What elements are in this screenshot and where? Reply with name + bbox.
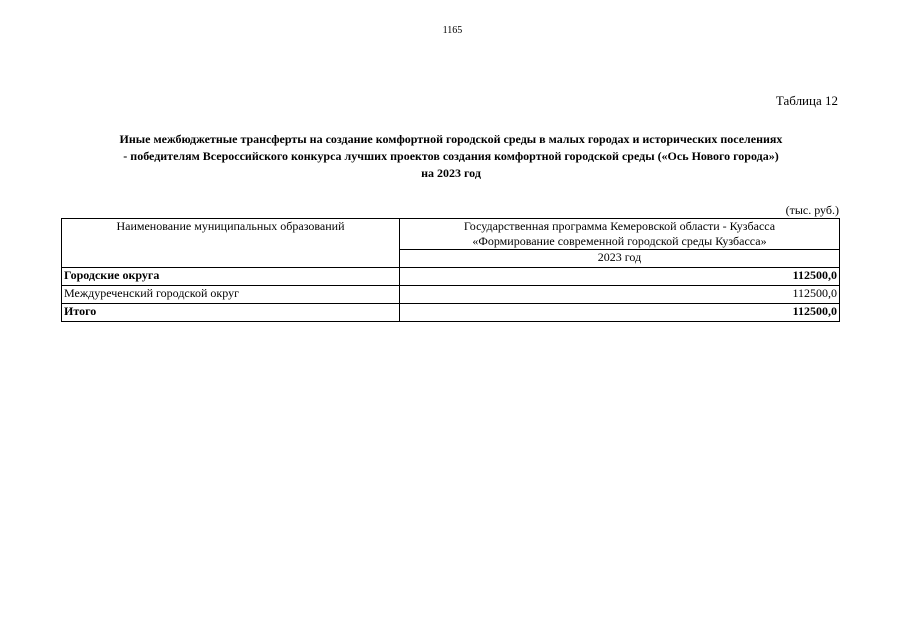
column-header-name: Наименование муниципальных образований (62, 219, 400, 268)
row-name: Городские округа (62, 268, 400, 286)
column-header-program (400, 219, 840, 250)
table-row (62, 268, 840, 286)
program-title-line: «Формирование современной городской среды Кузбасса» (472, 234, 767, 248)
column-header-year: 2023 год (400, 250, 840, 268)
document-title (58, 131, 844, 182)
page-number: 1165 (442, 25, 463, 36)
title-line: на 2023 год (421, 166, 481, 180)
table-header-row (62, 219, 840, 250)
row-value: 112500,0 (400, 268, 840, 286)
units-label: (тыс. руб.) (785, 203, 839, 217)
row-value: 112500,0 (400, 304, 840, 322)
row-value: 112500,0 (400, 286, 840, 304)
title-line: - победителям Всероссийского конкурса лучших проектов создания комфортной городской среды («Ось Нового города») (123, 149, 779, 163)
table-label: Таблица 12 (775, 93, 838, 108)
row-name: Итого (62, 304, 400, 322)
transfers-table (61, 218, 840, 322)
title-line: Иные межбюджетные трансферты на создание комфортной городской среды в малых городах и исторических поселениях (119, 132, 783, 146)
row-name: Междуреченский городской округ (62, 286, 400, 304)
program-title-line: Государственная программа Кемеровской области - Кузбасса (463, 219, 776, 233)
table-row (62, 286, 840, 304)
table-row (62, 304, 840, 322)
